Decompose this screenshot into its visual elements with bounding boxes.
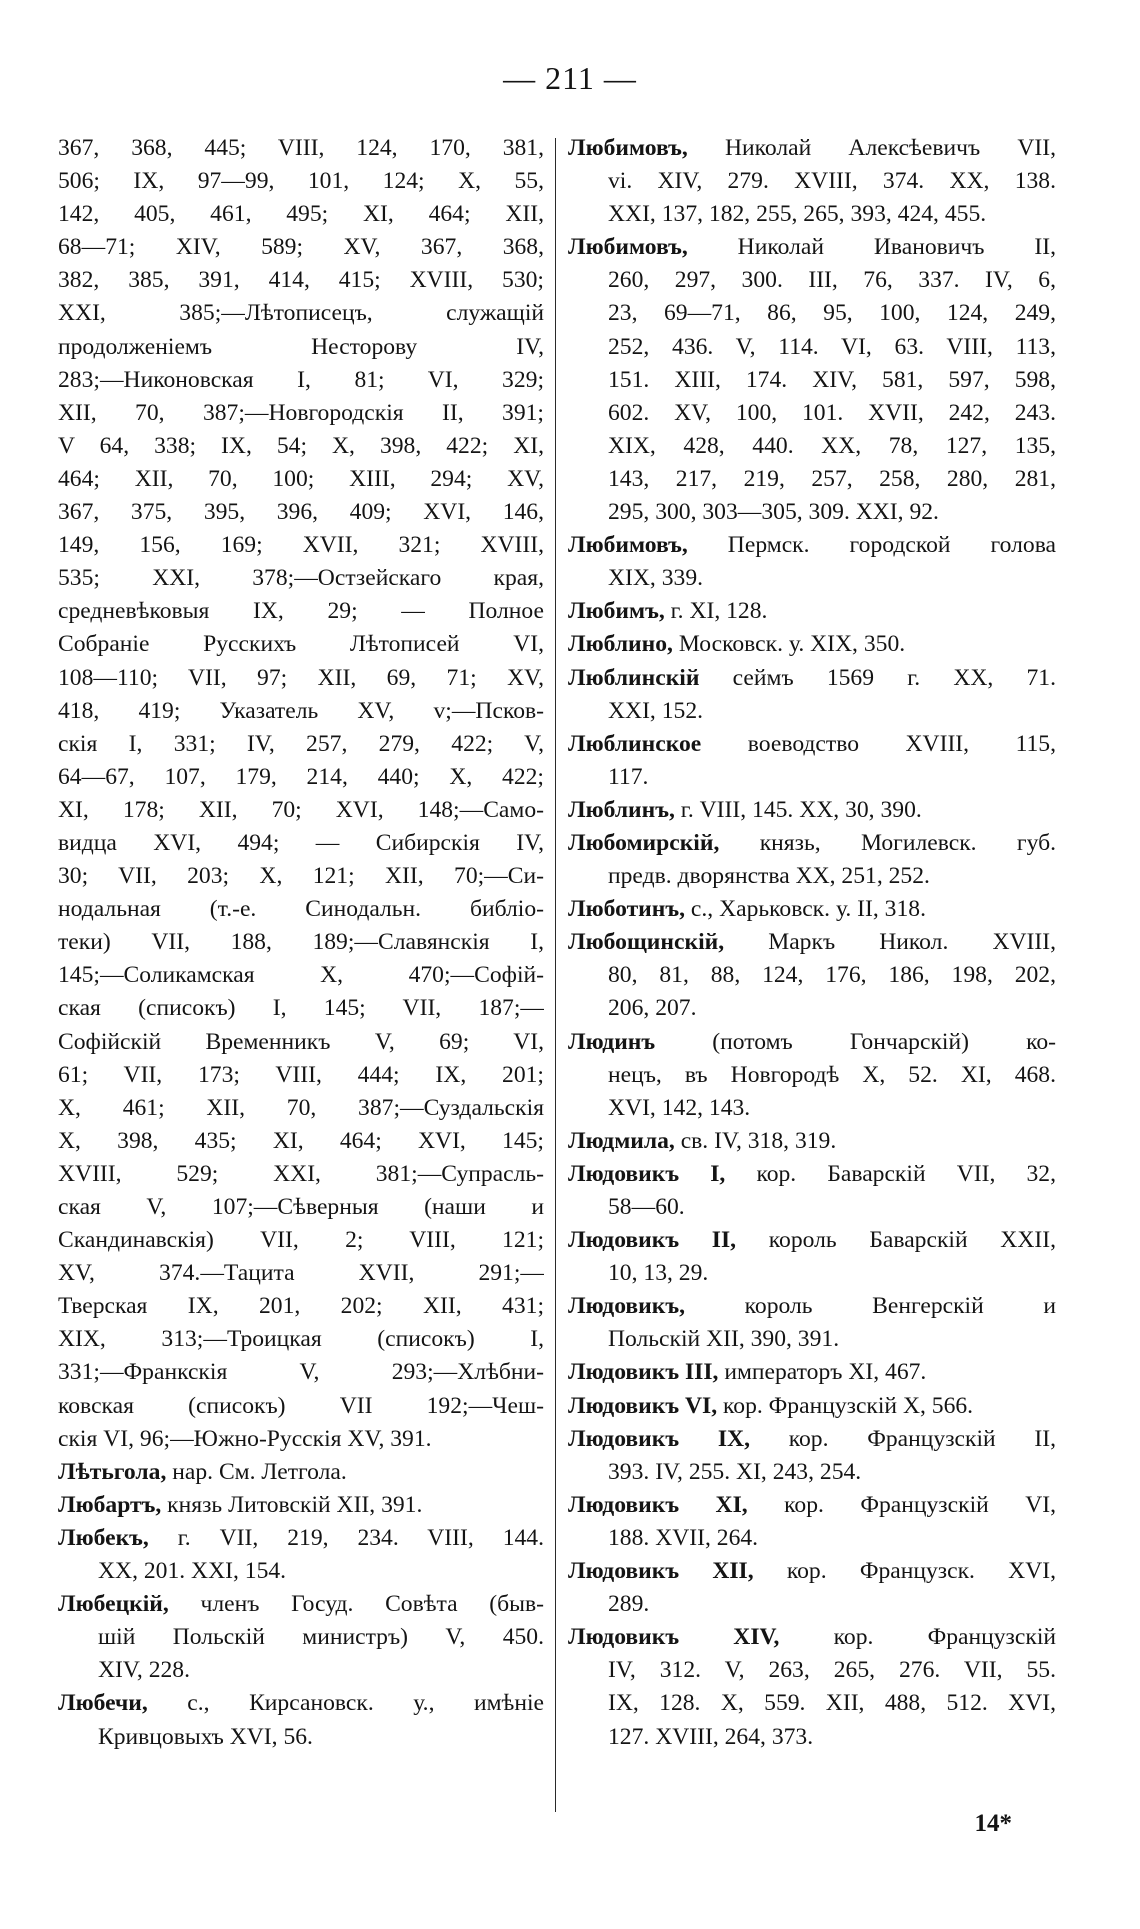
index-line (58, 827, 544, 860)
index-line (58, 430, 544, 463)
index-references: кор. Французскій X, 566. (717, 1392, 974, 1419)
index-line (568, 1224, 1056, 1257)
index-headword: Людовикъ XI, (568, 1491, 748, 1518)
index-references: г. VIII, 145. XX, 30, 390. (674, 796, 922, 823)
index-headword: Людовикъ IX, (568, 1425, 750, 1452)
index-headword: Любимовъ, (568, 532, 688, 559)
index-references: Кривцовыхъ XVI, 56. (98, 1723, 313, 1750)
index-headword: Людмила, (568, 1127, 675, 1154)
index-headword: Людовикъ VI, (568, 1392, 718, 1419)
index-line (58, 860, 544, 893)
index-line (58, 297, 544, 330)
index-references: 80, 81, 88, 124, 176, 186, 198, 202, (608, 962, 1056, 989)
left-column (58, 132, 544, 1754)
index-line (568, 595, 1056, 628)
signature-mark: 14* (974, 1810, 1012, 1837)
index-references: 382, 385, 391, 414, 415; XVIII, 530; (58, 267, 544, 294)
index-line (568, 1191, 1056, 1224)
index-references: кор. Французскій II, (749, 1425, 1056, 1452)
index-references: XIX, 313;—Троицкая (списокъ) I, (58, 1326, 544, 1353)
index-references: X, 461; XII, 70, 387;—Суздальскія (58, 1094, 544, 1121)
index-references: 206, 207. (608, 995, 697, 1022)
index-line (58, 761, 544, 794)
index-references: XXI, 137, 182, 255, 265, 393, 424, 455. (608, 201, 987, 228)
index-line (568, 1621, 1056, 1654)
index-references: IV, 312. V, 263, 265, 276. VII, 55. (608, 1657, 1056, 1684)
index-line (58, 926, 544, 959)
index-references: Тверская IX, 201, 202; XII, 431; (58, 1293, 544, 1320)
index-line (568, 628, 1056, 661)
index-line (568, 1522, 1056, 1555)
index-references: X, 398, 435; XI, 464; XVI, 145; (58, 1127, 544, 1154)
index-references: 145;—Соликамская X, 470;—Софій- (58, 962, 544, 989)
index-references: 23, 69—71, 86, 95, 100, 124, 249, (608, 300, 1056, 327)
page-number: — 211 — (503, 60, 637, 96)
index-references: членъ Госуд. Совѣта (быв- (168, 1591, 544, 1618)
index-references: XVIII, 529; XXI, 381;—Супрасль- (58, 1160, 544, 1187)
index-references: Польскій XII, 390, 391. (608, 1326, 840, 1353)
index-line (58, 132, 544, 165)
index-references: 289. (608, 1591, 650, 1618)
index-headword: Людовикъ III, (568, 1359, 719, 1386)
index-references: 418, 419; Указатель XV, v;—Псков- (58, 697, 544, 724)
index-references: 535; XXI, 378;—Остзейскаго края, (58, 565, 544, 592)
index-line (58, 695, 544, 728)
index-references: ская (списокъ) I, 145; VII, 187;— (58, 995, 544, 1022)
index-references: XIX, 428, 440. XX, 78, 127, 135, (608, 432, 1056, 459)
index-references: 117. (608, 763, 649, 790)
index-line (568, 132, 1056, 165)
index-references: 149, 156, 169; XVII, 321; XVIII, (58, 532, 544, 559)
index-references: кор. Французск. XVI, (753, 1558, 1056, 1585)
index-references: Пермск. городской голова (687, 532, 1056, 559)
index-line (58, 893, 544, 926)
index-references: кор. Баварскій VII, 32, (725, 1160, 1056, 1187)
index-line (568, 1158, 1056, 1191)
index-line (568, 761, 1056, 794)
index-headword: Люблино, (568, 631, 673, 658)
index-references: ковская (списокъ) VII 192;—Чеш- (58, 1392, 544, 1419)
index-line (58, 562, 544, 595)
index-references: XII, 70, 387;—Новгородскія II, 391; (58, 399, 544, 426)
index-headword: Люблинскій (568, 664, 700, 691)
index-line (568, 529, 1056, 562)
index-references: 58—60. (608, 1194, 685, 1220)
index-line (568, 695, 1056, 728)
index-line (568, 1390, 1056, 1423)
index-line (58, 231, 544, 264)
index-line (58, 595, 544, 628)
index-line (568, 1059, 1056, 1092)
index-headword: Люботинъ, (568, 896, 686, 923)
index-references: 64—67, 107, 179, 214, 440; X, 422; (58, 763, 544, 790)
index-line (568, 1555, 1056, 1588)
index-headword: Лѣтьгола, (58, 1458, 167, 1485)
index-references: скія VI, 96;—Южно-Русскія XV, 391. (58, 1425, 432, 1452)
index-references: 393. IV, 255. XI, 243, 254. (608, 1458, 862, 1485)
index-line (58, 992, 544, 1025)
index-references: сеймъ 1569 г. XX, 71. (699, 664, 1056, 691)
index-headword: Любомирскій, (568, 829, 720, 856)
index-references: видца XVI, 494; — Сибирскія IV, (58, 829, 544, 856)
index-references: XIV, 228. (98, 1657, 190, 1684)
index-references: 464; XII, 70, 100; XIII, 294; XV, (58, 465, 544, 492)
index-line (568, 1323, 1056, 1356)
index-line (58, 1522, 544, 1555)
index-line (568, 165, 1056, 198)
index-headword: Людовикъ II, (568, 1227, 737, 1254)
index-line (568, 728, 1056, 761)
index-references: 127. XVIII, 264, 373. (608, 1723, 814, 1750)
index-line (58, 628, 544, 661)
index-line (568, 1456, 1056, 1489)
index-line (568, 992, 1056, 1025)
index-line (568, 1125, 1056, 1158)
index-references: князь Литовскій XII, 391. (161, 1491, 423, 1518)
index-line (58, 1588, 544, 1621)
index-line (568, 1423, 1056, 1456)
index-references: XIX, 339. (608, 565, 704, 592)
index-line (58, 1456, 544, 1489)
index-line (568, 926, 1056, 959)
index-line (568, 1489, 1056, 1522)
index-references: (потомъ Гончарскій) ко- (655, 1028, 1056, 1055)
index-references: 188. XVII, 264. (608, 1524, 759, 1551)
index-references: 295, 300, 303—305, 309. XXI, 92. (608, 499, 939, 526)
index-line (568, 331, 1056, 364)
index-line (58, 662, 544, 695)
index-line (58, 728, 544, 761)
index-line (568, 364, 1056, 397)
index-line (58, 198, 544, 231)
index-headword: Любечи, (58, 1690, 148, 1717)
index-line (568, 430, 1056, 463)
index-references: теки) VII, 188, 189;—Славянскія I, (58, 929, 544, 956)
index-line (58, 794, 544, 827)
index-line (58, 1323, 544, 1356)
index-references: Собраніе Русскихъ Лѣтописей VI, (58, 631, 544, 658)
index-line (58, 463, 544, 496)
index-headword: Любимовъ, (568, 135, 688, 161)
column-divider (555, 138, 556, 1812)
index-references: кор. Французскій VI, (747, 1491, 1056, 1518)
index-line (58, 1390, 544, 1423)
index-references: нодальная (т.-е. Синодальн. библіо- (58, 896, 544, 923)
index-line (58, 1158, 544, 1191)
index-references: с., Кирсановск. у., имѣніе (147, 1690, 544, 1717)
index-references: кор. Французскій (779, 1624, 1056, 1651)
index-line (568, 1290, 1056, 1323)
index-line (58, 1687, 544, 1720)
index-references: 331;—Франкскія V, 293;—Хлѣбни- (58, 1359, 544, 1386)
index-line (568, 496, 1056, 529)
index-line (568, 860, 1056, 893)
index-line (568, 1026, 1056, 1059)
index-references: V 64, 338; IX, 54; X, 398, 422; XI, (58, 432, 544, 459)
index-line (58, 264, 544, 297)
index-line (568, 463, 1056, 496)
index-line (568, 794, 1056, 827)
index-references: средневѣковыя IX, 29; — Полное (58, 598, 544, 625)
index-line (58, 1621, 544, 1654)
index-line (58, 1654, 544, 1687)
index-line (58, 1423, 544, 1456)
index-references: Скандинавскія) VII, 2; VIII, 121; (58, 1227, 544, 1254)
index-headword: Людовикъ XIV, (568, 1624, 780, 1651)
index-references: Софійскій Временникъ V, 69; VI, (58, 1028, 544, 1055)
index-references: 260, 297, 300. III, 76, 337. IV, 6, (608, 267, 1056, 294)
index-headword: Любимъ, (568, 598, 665, 625)
index-references: 367, 368, 445; VIII, 124, 170, 381, (58, 135, 544, 161)
index-line (58, 1356, 544, 1389)
index-references: 108—110; VII, 97; XII, 69, 71; XV, (58, 664, 544, 691)
index-line (568, 198, 1056, 231)
index-references: 10, 13, 29. (608, 1260, 709, 1287)
index-line (58, 959, 544, 992)
index-references: 30; VII, 203; X, 121; XII, 70;—Си- (58, 863, 544, 890)
index-references: императоръ XI, 467. (718, 1359, 927, 1386)
index-line (58, 1555, 544, 1588)
index-headword: Люблинъ, (568, 796, 675, 823)
index-line (58, 529, 544, 562)
index-line (568, 297, 1056, 330)
index-line (568, 1654, 1056, 1687)
index-references: нар. См. Летгола. (166, 1458, 347, 1485)
index-references: XXI, 152. (608, 697, 704, 724)
index-references: 142, 405, 461, 495; XI, 464; XII, (58, 201, 544, 228)
index-line (568, 1721, 1056, 1754)
index-headword: Любекъ, (58, 1524, 149, 1551)
index-headword: Любощинскій, (568, 929, 725, 956)
index-line (58, 1721, 544, 1754)
index-line (568, 231, 1056, 264)
index-line (568, 1588, 1056, 1621)
index-line (58, 1092, 544, 1125)
index-references: предв. дворянства XX, 251, 252. (608, 863, 930, 890)
index-line (58, 397, 544, 430)
index-line (58, 1125, 544, 1158)
index-references: нецъ, въ Новгородѣ X, 52. XI, 468. (608, 1061, 1056, 1088)
index-line (568, 397, 1056, 430)
index-references: король Венгерскій и (685, 1293, 1056, 1320)
index-references: 68—71; XIV, 589; XV, 367, 368, (58, 234, 544, 261)
index-references: XVI, 142, 143. (608, 1094, 751, 1121)
index-line (568, 662, 1056, 695)
index-line (58, 364, 544, 397)
index-references: 61; VII, 173; VIII, 444; IX, 201; (58, 1061, 544, 1088)
index-references: Николай Алексѣевичъ VII, (687, 135, 1056, 161)
index-line (568, 562, 1056, 595)
index-references: король Баварскій XXII, (736, 1227, 1056, 1254)
index-references: скія I, 331; IV, 257, 279, 422; V, (58, 730, 544, 757)
index-references: XV, 374.—Тацита XVII, 291;— (58, 1260, 544, 1287)
index-line (58, 1191, 544, 1224)
index-line (58, 496, 544, 529)
index-references: г. VII, 219, 234. VIII, 144. (148, 1524, 544, 1551)
index-headword: Люблинское (568, 730, 702, 757)
index-references: XXI, 385;—Лѣтописецъ, служащій (58, 300, 544, 327)
index-references: 143, 217, 219, 257, 258, 280, 281, (608, 465, 1056, 492)
index-references: Николай Ивановичъ II, (687, 234, 1056, 261)
index-line (58, 331, 544, 364)
index-references: св. IV, 318, 319. (674, 1127, 837, 1154)
index-line (568, 959, 1056, 992)
index-references: Московск. у. XIX, 350. (672, 631, 906, 658)
index-references: князь, Могилевск. губ. (719, 829, 1056, 856)
index-references: шій Польскій министръ) V, 450. (98, 1624, 544, 1651)
index-line (58, 1489, 544, 1522)
index-line (58, 1257, 544, 1290)
index-line (568, 264, 1056, 297)
index-references: ская V, 107;—Сѣверныя (наши и (58, 1194, 544, 1220)
index-references: vi. XIV, 279. XVIII, 374. XX, 138. (608, 168, 1056, 195)
index-references: продолженіемъ Несторову IV, (58, 333, 544, 360)
index-references: XI, 178; XII, 70; XVI, 148;—Само- (58, 796, 544, 823)
index-line (568, 893, 1056, 926)
index-headword: Любецкій, (58, 1591, 169, 1618)
index-line (568, 1356, 1056, 1389)
index-headword: Любимовъ, (568, 234, 688, 261)
index-references: Маркъ Никол. XVIII, (724, 929, 1056, 956)
index-references: г. XI, 128. (664, 598, 768, 625)
index-references: XX, 201. XXI, 154. (98, 1558, 287, 1585)
index-line (568, 1687, 1056, 1720)
index-line (568, 827, 1056, 860)
index-references: 367, 375, 395, 396, 409; XVI, 146, (58, 499, 544, 526)
index-references: 252, 436. V, 114. VI, 63. VIII, 113, (608, 333, 1056, 360)
index-references: с., Харьковск. у. II, 318. (685, 896, 926, 923)
index-line (58, 1290, 544, 1323)
index-headword: Людовикъ, (568, 1293, 685, 1320)
index-headword: Людовикъ I, (568, 1160, 726, 1187)
index-references: 506; IX, 97—99, 101, 124; X, 55, (58, 168, 544, 195)
index-references: 283;—Никоновская I, 81; VI, 329; (58, 366, 544, 393)
index-headword: Любартъ, (58, 1491, 162, 1518)
index-line (58, 1026, 544, 1059)
index-references: 151. XIII, 174. XIV, 581, 597, 598, (608, 366, 1056, 393)
index-line (58, 165, 544, 198)
index-line (568, 1092, 1056, 1125)
index-headword: Людовикъ XII, (568, 1558, 754, 1585)
index-line (58, 1059, 544, 1092)
index-references: 602. XV, 100, 101. XVII, 242, 243. (608, 399, 1056, 426)
right-column (568, 132, 1056, 1754)
index-references: воеводство XVIII, 115, (701, 730, 1056, 757)
index-references: IX, 128. X, 559. XII, 488, 512. XVI, (608, 1690, 1056, 1717)
index-headword: Людинъ (568, 1028, 656, 1055)
index-line (568, 1257, 1056, 1290)
index-line (58, 1224, 544, 1257)
